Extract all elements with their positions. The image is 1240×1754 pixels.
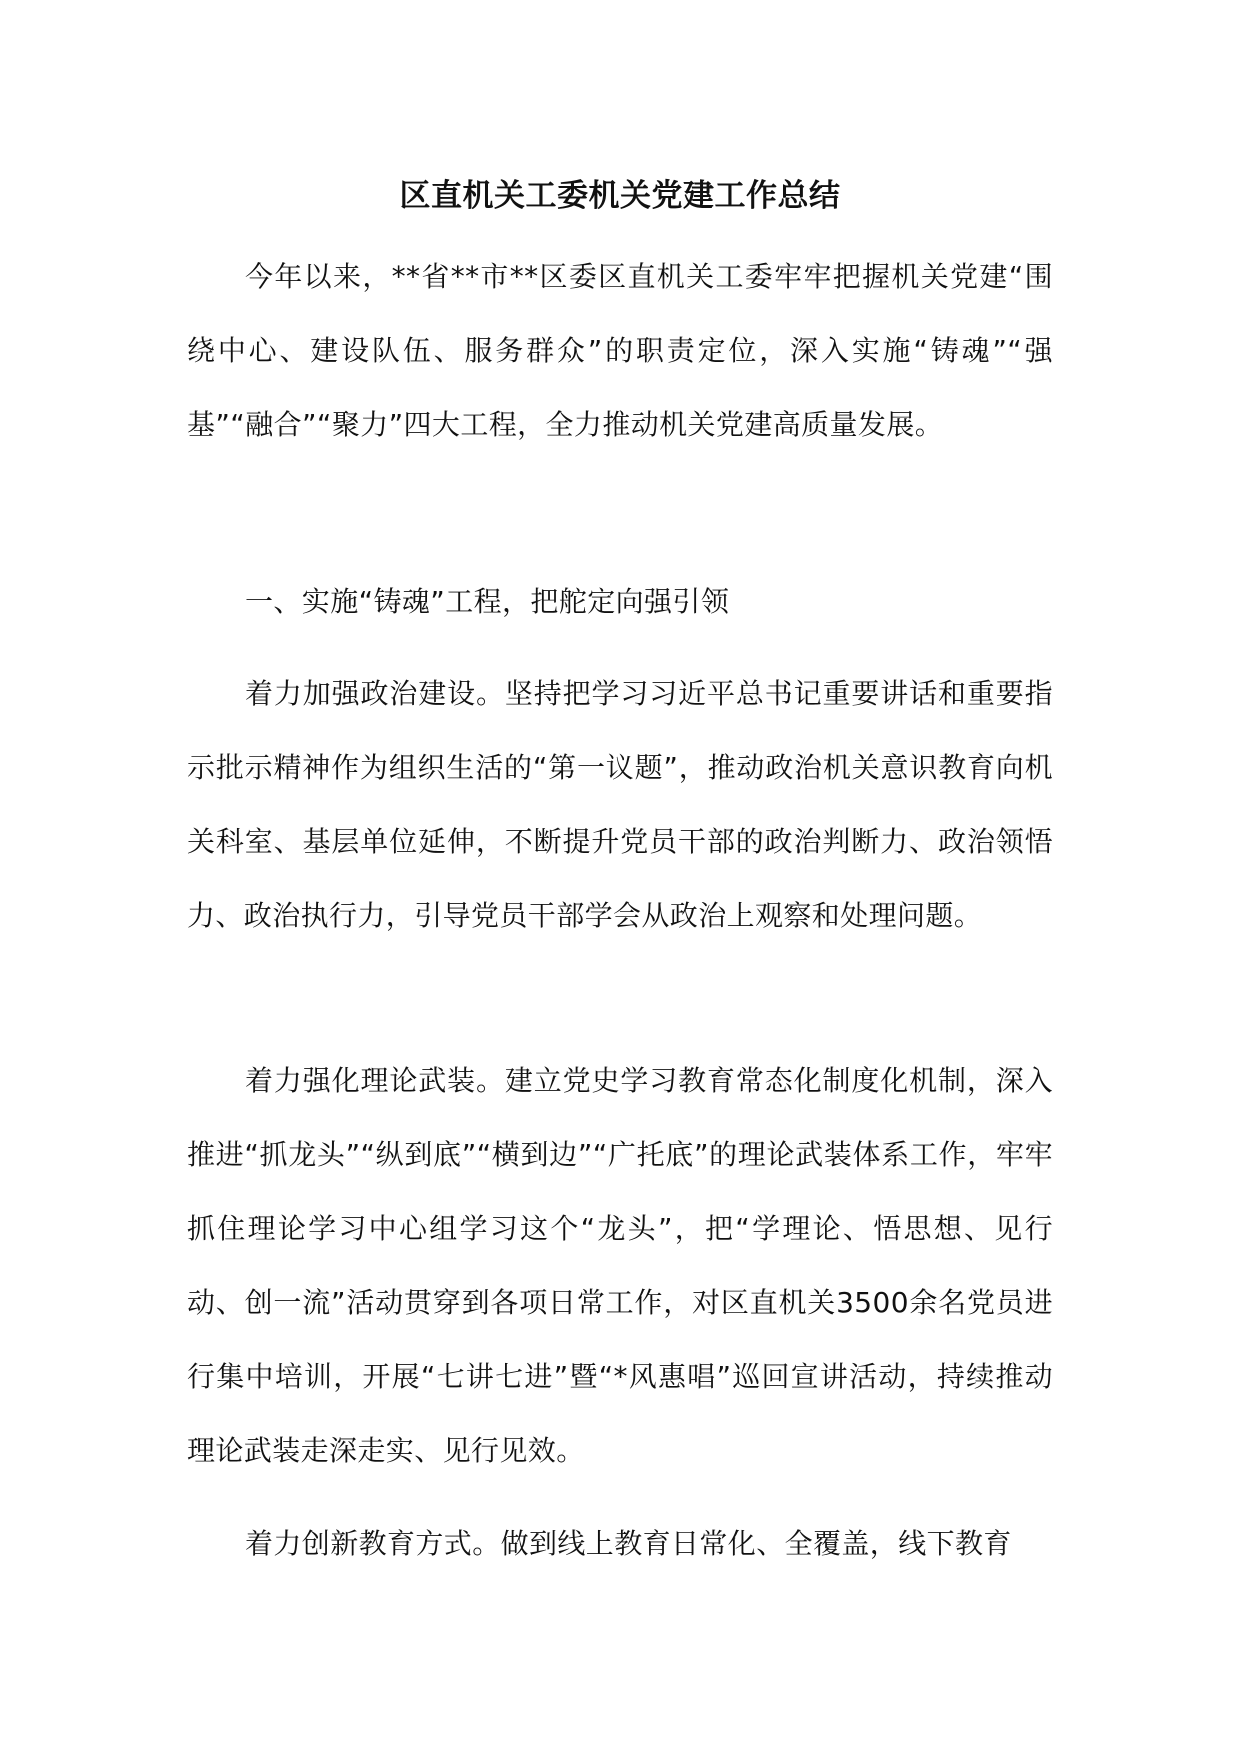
section-heading-1: 一、实施“铸魂”工程，把舵定向强引领 xyxy=(245,585,730,618)
body-paragraph-political-building: 着力加强政治建设。坚持把学习习近平总书记重要讲话和重要指示批示精神作为组织生活的“第一议题”，推动政治机关意识教育向机关科室、基层单位延伸，不断提升党员干部的政治判断力、政治领悟力、政治执行力，引导党员干部学会从政治上观察和处理问题。 xyxy=(187,677,1053,932)
document-title: 区直机关工委机关党建工作总结 xyxy=(399,178,841,214)
body-paragraph-theory-armament: 着力强化理论武装。建立党史学习教育常态化制度化机制，深入推进“抓龙头”“纵到底”“横到边”“广托底”的理论武装体系工作，牢牢抓住理论学习中心组学习这个“龙头”，把“学理论、悟思想、见行动、创一流”活动贯穿到各项日常工作，对区直机关3500余名党员进行集中培训，开展“七讲七进”暨“*风惠唱”巡回宣讲活动，持续推动理论武装走深走实、见行见效。 xyxy=(187,1064,1053,1467)
body-paragraph-intro: 今年以来，**省**市**区委区直机关工委牢牢把握机关党建“围绕中心、建设队伍、服务群众”的职责定位，深入实施“铸魂”“强基”“融合”“聚力”四大工程，全力推动机关党建高质量发展。 xyxy=(187,260,1053,441)
body-paragraph-education-methods: 着力创新教育方式。做到线上教育日常化、全覆盖，线下教育 xyxy=(245,1527,1012,1560)
